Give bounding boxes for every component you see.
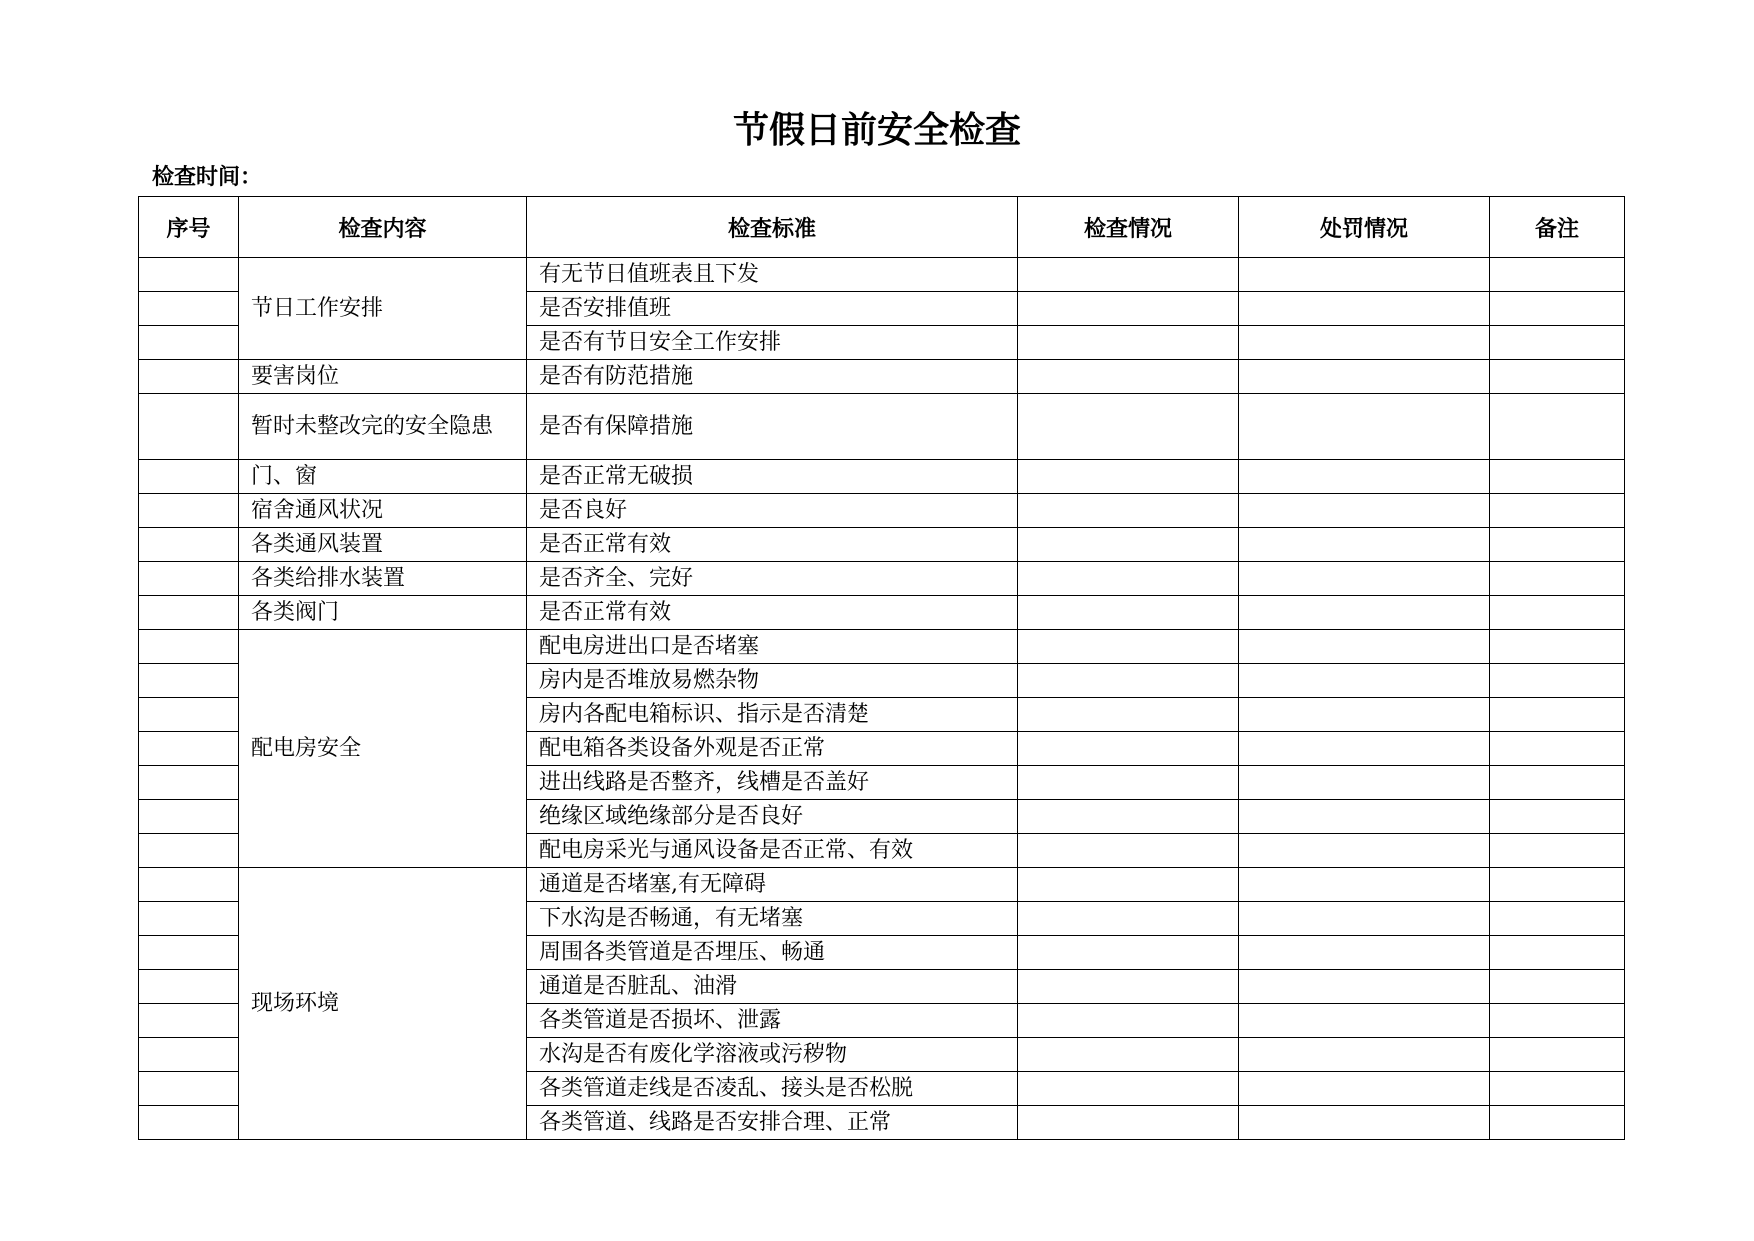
situation-cell[interactable] bbox=[1018, 1038, 1239, 1072]
remark-cell[interactable] bbox=[1490, 800, 1625, 834]
remark-cell[interactable] bbox=[1490, 1072, 1625, 1106]
remark-cell[interactable] bbox=[1490, 732, 1625, 766]
header-row bbox=[139, 197, 1625, 258]
seq-cell[interactable] bbox=[139, 970, 239, 1004]
situation-cell[interactable] bbox=[1018, 800, 1239, 834]
seq-cell[interactable] bbox=[139, 1038, 239, 1072]
situation-cell[interactable] bbox=[1018, 258, 1239, 292]
penalty-cell[interactable] bbox=[1239, 902, 1490, 936]
standard-cell: 配电房进出口是否堵塞 bbox=[527, 630, 1018, 664]
standard-cell: 是否正常有效 bbox=[527, 596, 1018, 630]
remark-cell[interactable] bbox=[1490, 902, 1625, 936]
seq-cell[interactable] bbox=[139, 258, 239, 292]
remark-cell[interactable] bbox=[1490, 834, 1625, 868]
situation-cell[interactable] bbox=[1018, 868, 1239, 902]
situation-cell[interactable] bbox=[1018, 936, 1239, 970]
remark-cell[interactable] bbox=[1490, 394, 1625, 460]
situation-cell[interactable] bbox=[1018, 596, 1239, 630]
seq-cell[interactable] bbox=[139, 732, 239, 766]
seq-cell[interactable] bbox=[139, 596, 239, 630]
content-cell: 现场环境 bbox=[239, 868, 527, 1140]
remark-cell[interactable] bbox=[1490, 360, 1625, 394]
penalty-cell[interactable] bbox=[1239, 698, 1490, 732]
situation-cell[interactable] bbox=[1018, 1072, 1239, 1106]
standard-cell: 周围各类管道是否埋压、畅通 bbox=[527, 936, 1018, 970]
standard-cell: 是否安排值班 bbox=[527, 292, 1018, 326]
standard-cell: 是否有保障措施 bbox=[527, 394, 1018, 460]
standard-cell: 房内各配电箱标识、指示是否清楚 bbox=[527, 698, 1018, 732]
penalty-cell[interactable] bbox=[1239, 766, 1490, 800]
situation-cell[interactable] bbox=[1018, 698, 1239, 732]
remark-cell[interactable] bbox=[1490, 698, 1625, 732]
penalty-cell[interactable] bbox=[1239, 292, 1490, 326]
content-cell: 暂时未整改完的安全隐患 bbox=[239, 394, 527, 460]
inspection-table bbox=[138, 196, 1625, 1140]
seq-cell[interactable] bbox=[139, 360, 239, 394]
header-penalty: 处罚情况 bbox=[1239, 197, 1490, 258]
situation-cell[interactable] bbox=[1018, 970, 1239, 1004]
standard-cell: 各类管道走线是否凌乱、接头是否松脱 bbox=[527, 1072, 1018, 1106]
remark-cell[interactable] bbox=[1490, 1004, 1625, 1038]
standard-cell: 通道是否堵塞,有无障碍 bbox=[527, 868, 1018, 902]
table-row bbox=[139, 562, 1625, 596]
content-cell: 门、窗 bbox=[239, 460, 527, 494]
seq-cell[interactable] bbox=[139, 394, 239, 460]
situation-cell[interactable] bbox=[1018, 292, 1239, 326]
standard-cell: 配电房采光与通风设备是否正常、有效 bbox=[527, 834, 1018, 868]
remark-cell[interactable] bbox=[1490, 1106, 1625, 1140]
penalty-cell[interactable] bbox=[1239, 494, 1490, 528]
situation-cell[interactable] bbox=[1018, 630, 1239, 664]
header-seq: 序号 bbox=[139, 197, 239, 258]
standard-cell: 配电箱各类设备外观是否正常 bbox=[527, 732, 1018, 766]
content-cell: 节日工作安排 bbox=[239, 258, 527, 360]
content-cell: 宿舍通风状况 bbox=[239, 494, 527, 528]
seq-cell[interactable] bbox=[139, 936, 239, 970]
seq-cell[interactable] bbox=[139, 698, 239, 732]
seq-cell[interactable] bbox=[139, 494, 239, 528]
penalty-cell[interactable] bbox=[1239, 834, 1490, 868]
penalty-cell[interactable] bbox=[1239, 1072, 1490, 1106]
seq-cell[interactable] bbox=[139, 326, 239, 360]
remark-cell[interactable] bbox=[1490, 664, 1625, 698]
penalty-cell[interactable] bbox=[1239, 664, 1490, 698]
penalty-cell[interactable] bbox=[1239, 1106, 1490, 1140]
table-row bbox=[139, 868, 1625, 902]
penalty-cell[interactable] bbox=[1239, 1004, 1490, 1038]
seq-cell[interactable] bbox=[139, 800, 239, 834]
standard-cell: 下水沟是否畅通，有无堵塞 bbox=[527, 902, 1018, 936]
table-row bbox=[139, 258, 1625, 292]
situation-cell[interactable] bbox=[1018, 732, 1239, 766]
remark-cell[interactable] bbox=[1490, 970, 1625, 1004]
header-standard: 检查标准 bbox=[527, 197, 1018, 258]
content-cell: 各类通风装置 bbox=[239, 528, 527, 562]
seq-cell[interactable] bbox=[139, 868, 239, 902]
penalty-cell[interactable] bbox=[1239, 868, 1490, 902]
remark-cell[interactable] bbox=[1490, 326, 1625, 360]
content-cell: 各类给排水装置 bbox=[239, 562, 527, 596]
remark-cell[interactable] bbox=[1490, 766, 1625, 800]
situation-cell[interactable] bbox=[1018, 494, 1239, 528]
seq-cell[interactable] bbox=[139, 766, 239, 800]
standard-cell: 通道是否脏乱、油滑 bbox=[527, 970, 1018, 1004]
situation-cell[interactable] bbox=[1018, 834, 1239, 868]
remark-cell[interactable] bbox=[1490, 936, 1625, 970]
situation-cell[interactable] bbox=[1018, 460, 1239, 494]
remark-cell[interactable] bbox=[1490, 868, 1625, 902]
table-row bbox=[139, 394, 1625, 460]
seq-cell[interactable] bbox=[139, 664, 239, 698]
header-remark: 备注 bbox=[1490, 197, 1625, 258]
situation-cell[interactable] bbox=[1018, 394, 1239, 460]
standard-cell: 是否有防范措施 bbox=[527, 360, 1018, 394]
penalty-cell[interactable] bbox=[1239, 800, 1490, 834]
page-title: 节假日前安全检查 bbox=[732, 110, 1021, 151]
penalty-cell[interactable] bbox=[1239, 326, 1490, 360]
penalty-cell[interactable] bbox=[1239, 528, 1490, 562]
situation-cell[interactable] bbox=[1018, 902, 1239, 936]
penalty-cell[interactable] bbox=[1239, 460, 1490, 494]
seq-cell[interactable] bbox=[139, 460, 239, 494]
remark-cell[interactable] bbox=[1490, 292, 1625, 326]
table-row bbox=[139, 596, 1625, 630]
standard-cell: 绝缘区域绝缘部分是否良好 bbox=[527, 800, 1018, 834]
remark-cell[interactable] bbox=[1490, 562, 1625, 596]
situation-cell[interactable] bbox=[1018, 326, 1239, 360]
content-cell: 配电房安全 bbox=[239, 630, 527, 868]
penalty-cell[interactable] bbox=[1239, 394, 1490, 460]
standard-cell: 水沟是否有废化学溶液或污秽物 bbox=[527, 1038, 1018, 1072]
remark-cell[interactable] bbox=[1490, 1038, 1625, 1072]
remark-cell[interactable] bbox=[1490, 630, 1625, 664]
penalty-cell[interactable] bbox=[1239, 596, 1490, 630]
table-row bbox=[139, 360, 1625, 394]
table-row bbox=[139, 460, 1625, 494]
header-content: 检查内容 bbox=[239, 197, 527, 258]
situation-cell[interactable] bbox=[1018, 360, 1239, 394]
seq-cell[interactable] bbox=[139, 292, 239, 326]
standard-cell: 是否正常无破损 bbox=[527, 460, 1018, 494]
seq-cell[interactable] bbox=[139, 1004, 239, 1038]
header-situation: 检查情况 bbox=[1018, 197, 1239, 258]
situation-cell[interactable] bbox=[1018, 1004, 1239, 1038]
standard-cell: 是否有节日安全工作安排 bbox=[527, 326, 1018, 360]
remark-cell[interactable] bbox=[1490, 258, 1625, 292]
check-time-label: 检查时间： bbox=[152, 165, 263, 190]
standard-cell: 是否齐全、完好 bbox=[527, 562, 1018, 596]
penalty-cell[interactable] bbox=[1239, 258, 1490, 292]
remark-cell[interactable] bbox=[1490, 528, 1625, 562]
content-cell: 各类阀门 bbox=[239, 596, 527, 630]
remark-cell[interactable] bbox=[1490, 460, 1625, 494]
table-row bbox=[139, 528, 1625, 562]
penalty-cell[interactable] bbox=[1239, 562, 1490, 596]
seq-cell[interactable] bbox=[139, 528, 239, 562]
situation-cell[interactable] bbox=[1018, 664, 1239, 698]
table-row bbox=[139, 494, 1625, 528]
remark-cell[interactable] bbox=[1490, 596, 1625, 630]
standard-cell: 各类管道是否损坏、泄露 bbox=[527, 1004, 1018, 1038]
standard-cell: 房内是否堆放易燃杂物 bbox=[527, 664, 1018, 698]
penalty-cell[interactable] bbox=[1239, 936, 1490, 970]
situation-cell[interactable] bbox=[1018, 1106, 1239, 1140]
seq-cell[interactable] bbox=[139, 1072, 239, 1106]
penalty-cell[interactable] bbox=[1239, 970, 1490, 1004]
seq-cell[interactable] bbox=[139, 630, 239, 664]
penalty-cell[interactable] bbox=[1239, 732, 1490, 766]
penalty-cell[interactable] bbox=[1239, 630, 1490, 664]
table-row bbox=[139, 630, 1625, 664]
standard-cell: 有无节日值班表且下发 bbox=[527, 258, 1018, 292]
content-cell: 要害岗位 bbox=[239, 360, 527, 394]
seq-cell[interactable] bbox=[139, 834, 239, 868]
situation-cell[interactable] bbox=[1018, 766, 1239, 800]
standard-cell: 是否良好 bbox=[527, 494, 1018, 528]
situation-cell[interactable] bbox=[1018, 562, 1239, 596]
remark-cell[interactable] bbox=[1490, 494, 1625, 528]
penalty-cell[interactable] bbox=[1239, 1038, 1490, 1072]
seq-cell[interactable] bbox=[139, 562, 239, 596]
standard-cell: 进出线路是否整齐，线槽是否盖好 bbox=[527, 766, 1018, 800]
situation-cell[interactable] bbox=[1018, 528, 1239, 562]
standard-cell: 各类管道、线路是否安排合理、正常 bbox=[527, 1106, 1018, 1140]
seq-cell[interactable] bbox=[139, 1106, 239, 1140]
standard-cell: 是否正常有效 bbox=[527, 528, 1018, 562]
penalty-cell[interactable] bbox=[1239, 360, 1490, 394]
seq-cell[interactable] bbox=[139, 902, 239, 936]
